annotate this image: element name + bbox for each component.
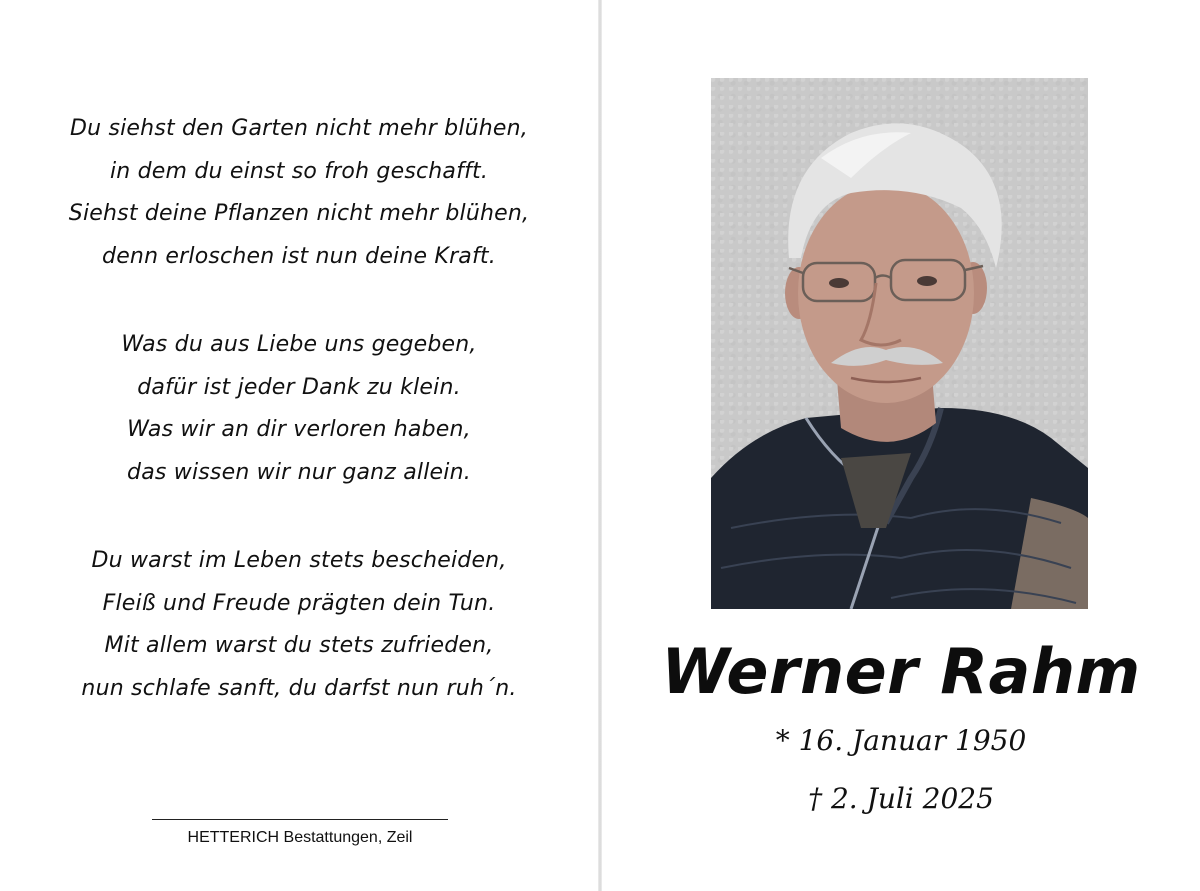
poem-line: Mit allem warst du stets zufrieden, (104, 633, 494, 658)
poem-line: Siehst deine Pflanzen nicht mehr blühen, (68, 201, 530, 226)
poem-line: Fleiß und Freude prägten dein Tun. (102, 590, 496, 616)
undertaker-credit: HETTERICH Bestattungen, Zeil (187, 829, 413, 846)
poem-line: Was wir an dir verloren haben, (127, 417, 471, 442)
birth-date: * 16. Januar 1950 (775, 724, 1027, 757)
left-page (0, 0, 598, 891)
poem (0, 108, 598, 710)
poem-line: nun schlafe sanft, du darfst nun ruh´n. (81, 675, 517, 701)
poem-line: dafür ist jeder Dank zu klein. (137, 374, 461, 400)
poem-line: denn erloschen ist nun deine Kraft. (102, 243, 496, 269)
poem-stanza-3 (0, 540, 598, 710)
poem-line: das wissen wir nur ganz allein. (127, 459, 471, 485)
portrait-photo (711, 78, 1088, 609)
poem-line: Was du aus Liebe uns gegeben, (121, 332, 477, 357)
death-date: † 2. Juli 2025 (808, 782, 994, 815)
poem-stanza-1 (0, 108, 598, 278)
poem-line: Du warst im Leben stets bescheiden, (91, 548, 507, 573)
right-page (602, 0, 1200, 891)
portrait-illustration (711, 78, 1088, 609)
signature-divider (152, 819, 448, 820)
poem-line: Du siehst den Garten nicht mehr blühen, (69, 116, 529, 141)
deceased-name: Werner Rahm (661, 635, 1141, 708)
poem-stanza-2 (0, 324, 598, 494)
poem-line: in dem du einst so froh geschafft. (109, 158, 489, 184)
